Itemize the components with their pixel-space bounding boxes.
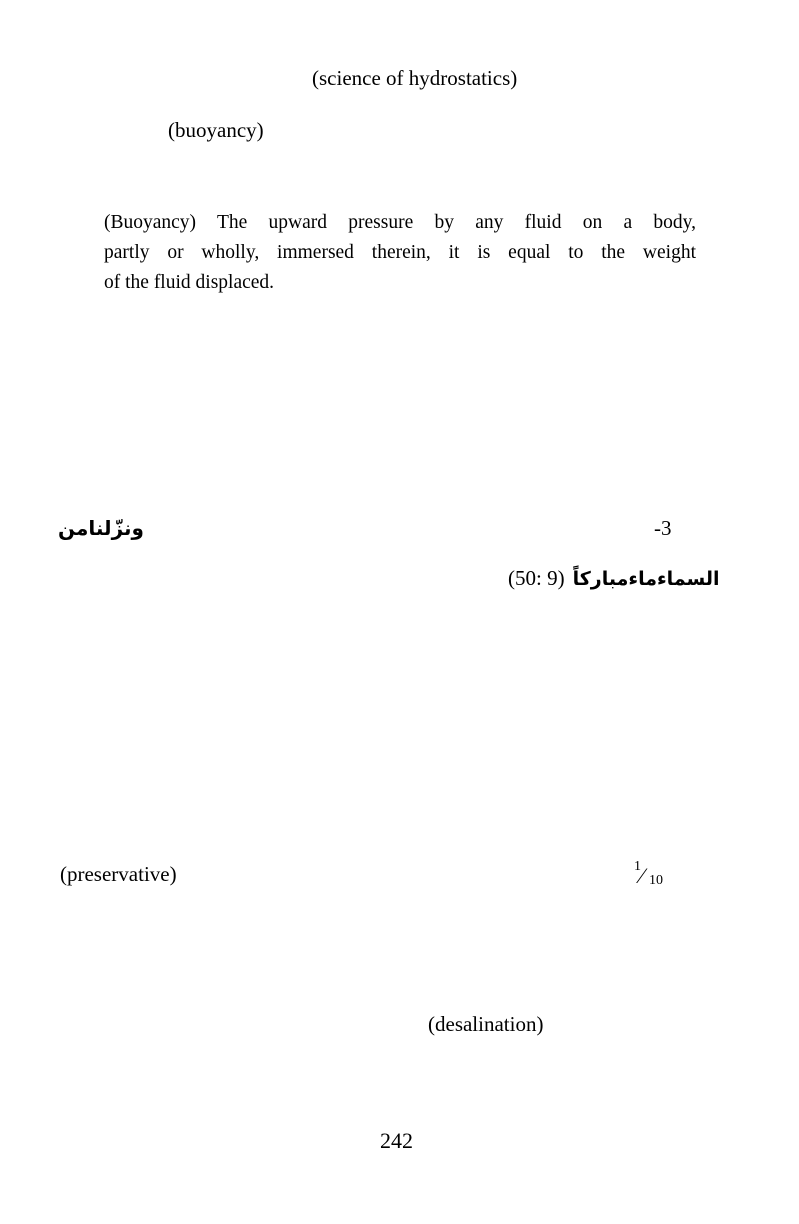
fraction-slash: ⁄ bbox=[640, 863, 644, 888]
desalination-term: (desalination) bbox=[428, 1012, 544, 1036]
verse-start-text: ونزّلنامن bbox=[58, 516, 144, 540]
definition-line: of the fluid displaced. bbox=[104, 272, 275, 293]
verse-reference: (50: 9) bbox=[508, 566, 565, 590]
preservative-term: (preservative) bbox=[60, 862, 177, 886]
verse-continuation-line bbox=[508, 568, 720, 589]
fraction-denominator: 10 bbox=[649, 873, 663, 888]
fraction bbox=[634, 860, 674, 894]
verse-continuation-text: السماءماءمباركاً bbox=[572, 568, 720, 590]
fraction-numerator: 1 bbox=[634, 859, 641, 874]
page-number: 242 bbox=[380, 1128, 413, 1153]
definition-line: (Buoyancy) The upward pressure by any fluid on a body, bbox=[104, 212, 696, 233]
item-number: -3 bbox=[654, 516, 672, 540]
hydrostatics-term: (science of hydrostatics) bbox=[312, 66, 518, 90]
buoyancy-term: (buoyancy) bbox=[168, 118, 264, 142]
buoyancy-definition bbox=[104, 208, 696, 298]
definition-line: partly or wholly, immersed therein, it is equal to the weight bbox=[104, 242, 696, 263]
